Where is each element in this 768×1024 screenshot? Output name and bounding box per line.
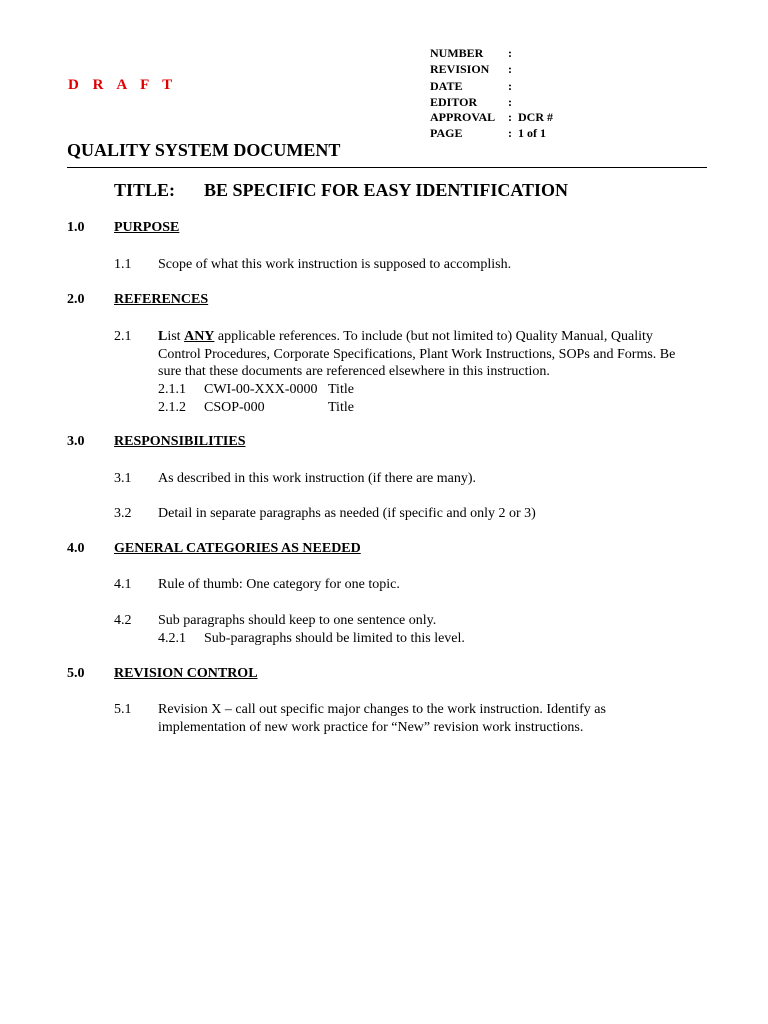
draft-watermark-label: D R A F T	[68, 77, 178, 93]
meta-label: EDITOR	[430, 94, 478, 109]
reference-title: Title	[328, 400, 354, 415]
paragraph-text-b: applicable references. To include (but not limited to) Quality Manual, Quality Control Procedures, Corporate Specifications, Plant Work Instructions, SOPs and Forms. Be sure that these documents are referenced elsewhere in this instruction.	[158, 329, 676, 379]
section-number: 1.0	[67, 220, 85, 235]
meta-row-date	[430, 79, 553, 95]
paragraph-text: Revision X – call out specific major changes to the work instruction. Identify as implementation of new work practice for “New” revision work instructions.	[158, 702, 606, 735]
section-name: REVISION CONTROL	[114, 666, 258, 681]
reference-title: Title	[328, 382, 354, 397]
meta-label: PAGE	[430, 125, 463, 140]
paragraph-2-1	[114, 328, 698, 381]
reference-2-1-1	[158, 381, 354, 399]
section-name: PURPOSE	[114, 220, 180, 235]
first-letter: L	[158, 329, 168, 344]
meta-colon: :	[508, 46, 512, 60]
paragraph-number: 4.2	[114, 613, 132, 628]
header-divider	[67, 167, 707, 168]
paragraph-4-2	[114, 612, 698, 630]
section-heading-responsibilities	[67, 434, 246, 450]
paragraph-text: As described in this work instruction (if there are many).	[158, 471, 477, 486]
section-name: RESPONSIBILITIES	[114, 434, 246, 449]
reference-number: 2.1.2	[158, 400, 186, 415]
meta-colon: :	[508, 79, 512, 94]
reference-number: 2.1.1	[158, 382, 186, 397]
reference-2-1-2	[158, 399, 354, 417]
meta-label: REVISION	[430, 61, 490, 76]
paragraph-5-1	[114, 701, 658, 736]
paragraph-number: 3.1	[114, 471, 132, 486]
paragraph-text: Sub-paragraphs should be limited to this level.	[204, 631, 465, 646]
section-number: 3.0	[67, 434, 85, 449]
section-heading-general-categories	[67, 541, 361, 557]
meta-row-number	[430, 46, 553, 62]
paragraph-text-a: ist	[167, 329, 185, 344]
meta-value: DCR #	[518, 110, 553, 125]
meta-label: APPROVAL	[430, 110, 496, 125]
paragraph-text: Rule of thumb: One category for one topic.	[158, 577, 400, 592]
meta-value: 1 of 1	[518, 125, 546, 140]
section-number: 5.0	[67, 666, 85, 681]
paragraph-number: 2.1	[114, 329, 132, 344]
paragraph-text: Scope of what this work instruction is supposed to accomplish.	[158, 257, 512, 272]
section-name: REFERENCES	[114, 292, 209, 307]
reference-code: CSOP-000	[204, 400, 265, 415]
meta-label: DATE	[430, 79, 463, 94]
paragraph-number: 4.1	[114, 577, 132, 592]
emphasis-any: ANY	[184, 329, 215, 344]
paragraph-text: Sub paragraphs should keep to one sentence only.	[158, 613, 437, 628]
meta-row-editor	[430, 95, 553, 111]
paragraph-number: 5.1	[114, 702, 132, 717]
section-number: 4.0	[67, 541, 85, 556]
meta-row-page	[430, 126, 553, 142]
document-title	[114, 180, 568, 201]
paragraph-number: 4.2.1	[158, 631, 186, 646]
section-heading-purpose	[67, 220, 179, 236]
meta-label: NUMBER	[430, 46, 484, 60]
section-heading-references	[67, 292, 208, 308]
paragraph-number: 3.2	[114, 506, 132, 521]
meta-colon: :	[508, 61, 512, 76]
paragraph-4-1	[114, 576, 698, 594]
title-label: TITLE:	[114, 180, 176, 200]
paragraph-text	[158, 328, 698, 381]
paragraph-1-1	[114, 256, 698, 274]
paragraph-3-2	[114, 505, 698, 523]
document-type-heading: QUALITY SYSTEM DOCUMENT	[67, 140, 341, 160]
meta-colon: :	[508, 94, 512, 109]
meta-row-revision	[430, 62, 553, 78]
reference-code: CWI-00-XXX-0000	[204, 382, 318, 397]
paragraph-text: Detail in separate paragraphs as needed (if specific and only 2 or 3)	[158, 506, 536, 521]
meta-row-approval	[430, 110, 553, 126]
title-text: BE SPECIFIC FOR EASY IDENTIFICATION	[204, 180, 569, 200]
meta-colon: :	[508, 110, 512, 125]
section-heading-revision-control	[67, 666, 258, 682]
meta-colon: :	[508, 125, 512, 140]
section-name: GENERAL CATEGORIES AS NEEDED	[114, 541, 361, 556]
paragraph-4-2-1	[158, 630, 465, 648]
paragraph-3-1	[114, 470, 698, 488]
section-number: 2.0	[67, 292, 85, 307]
document-metadata-block	[430, 46, 553, 142]
paragraph-number: 1.1	[114, 257, 132, 272]
